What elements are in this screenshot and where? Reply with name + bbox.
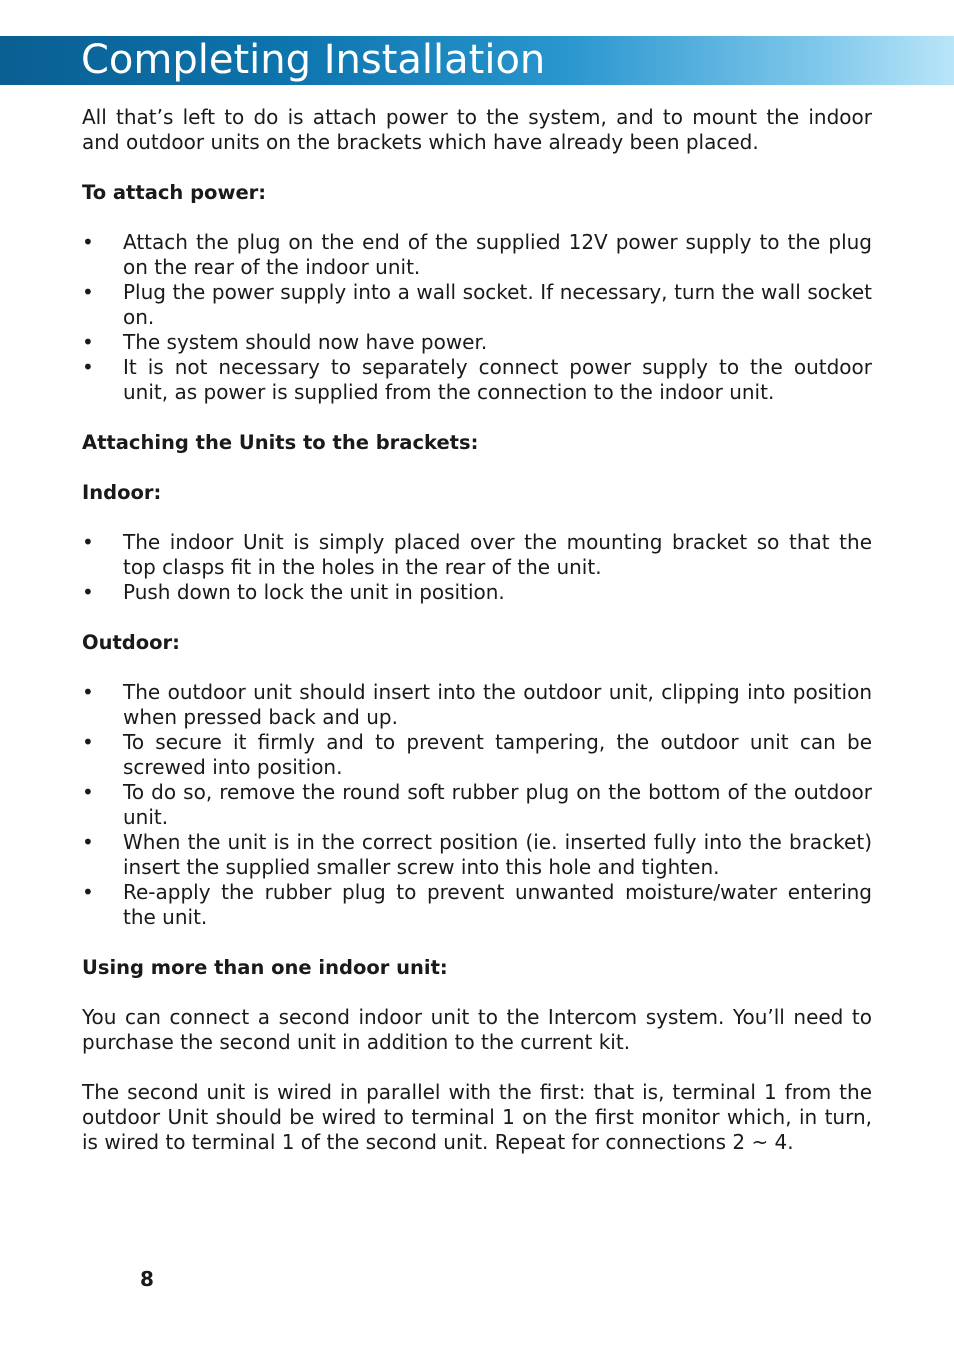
page-number: 8 <box>140 1267 154 1291</box>
bullet-icon: • <box>82 730 94 754</box>
intro-paragraph: All that’s left to do is attach power to the system, and to mount the indoor and outdoor units on the brackets which have already been placed. <box>82 105 872 154</box>
list-item: • To do so, remove the round soft rubber plug on the bottom of the outdoor unit. <box>82 780 872 829</box>
brackets-heading: Attaching the Units to the brackets: <box>82 431 479 454</box>
list-item: • To secure it firmly and to prevent tampering, the outdoor unit can be screwed into position. <box>82 730 872 779</box>
multi-unit-paragraph-2: The second unit is wired in parallel with the first: that is, terminal 1 from the outdoor Unit should be wired to terminal 1 on the first monitor which, in turn, is wired to terminal 1 of the second unit. Repeat for connections 2 ~ 4. <box>82 1080 872 1154</box>
bullet-icon: • <box>82 280 94 304</box>
list-item: • The outdoor unit should insert into the outdoor unit, clipping into position when pressed back and up. <box>82 680 872 729</box>
outdoor-list <box>82 680 872 930</box>
bullet-icon: • <box>82 230 94 254</box>
bullet-icon: • <box>82 680 94 704</box>
bullet-icon: • <box>82 830 94 854</box>
power-list <box>82 230 872 405</box>
bullet-icon: • <box>82 530 94 554</box>
bullet-icon: • <box>82 355 94 379</box>
multi-unit-heading: Using more than one indoor unit: <box>82 956 448 979</box>
bullet-icon: • <box>82 780 94 804</box>
outdoor-heading: Outdoor: <box>82 631 180 654</box>
indoor-heading: Indoor: <box>82 481 162 504</box>
page-title: Completing Installation <box>81 37 546 83</box>
bullet-icon: • <box>82 330 94 354</box>
list-item: • It is not necessary to separately connect power supply to the outdoor unit, as power is supplied from the connection to the indoor unit. <box>82 355 872 404</box>
list-item: • When the unit is in the correct position (ie. inserted fully into the bracket) insert the supplied smaller screw into this hole and tighten. <box>82 830 872 879</box>
multi-unit-paragraph-1: You can connect a second indoor unit to the Intercom system. You’ll need to purchase the second unit in addition to the current kit. <box>82 1005 872 1054</box>
list-item: • Plug the power supply into a wall socket. If necessary, turn the wall socket on. <box>82 280 872 329</box>
document-body <box>82 105 872 1180</box>
list-item: • The indoor Unit is simply placed over the mounting bracket so that the top clasps fit in the holes in the rear of the unit. <box>82 530 872 579</box>
list-item: • Push down to lock the unit in position. <box>82 580 505 604</box>
list-item: • Re-apply the rubber plug to prevent unwanted moisture/water entering the unit. <box>82 880 872 929</box>
list-item: • The system should now have power. <box>82 330 488 354</box>
indoor-list <box>82 530 872 605</box>
power-heading: To attach power: <box>82 181 267 204</box>
list-item: • Attach the plug on the end of the supplied 12V power supply to the plug on the rear of the indoor unit. <box>82 230 872 279</box>
bullet-icon: • <box>82 880 94 904</box>
bullet-icon: • <box>82 580 94 604</box>
